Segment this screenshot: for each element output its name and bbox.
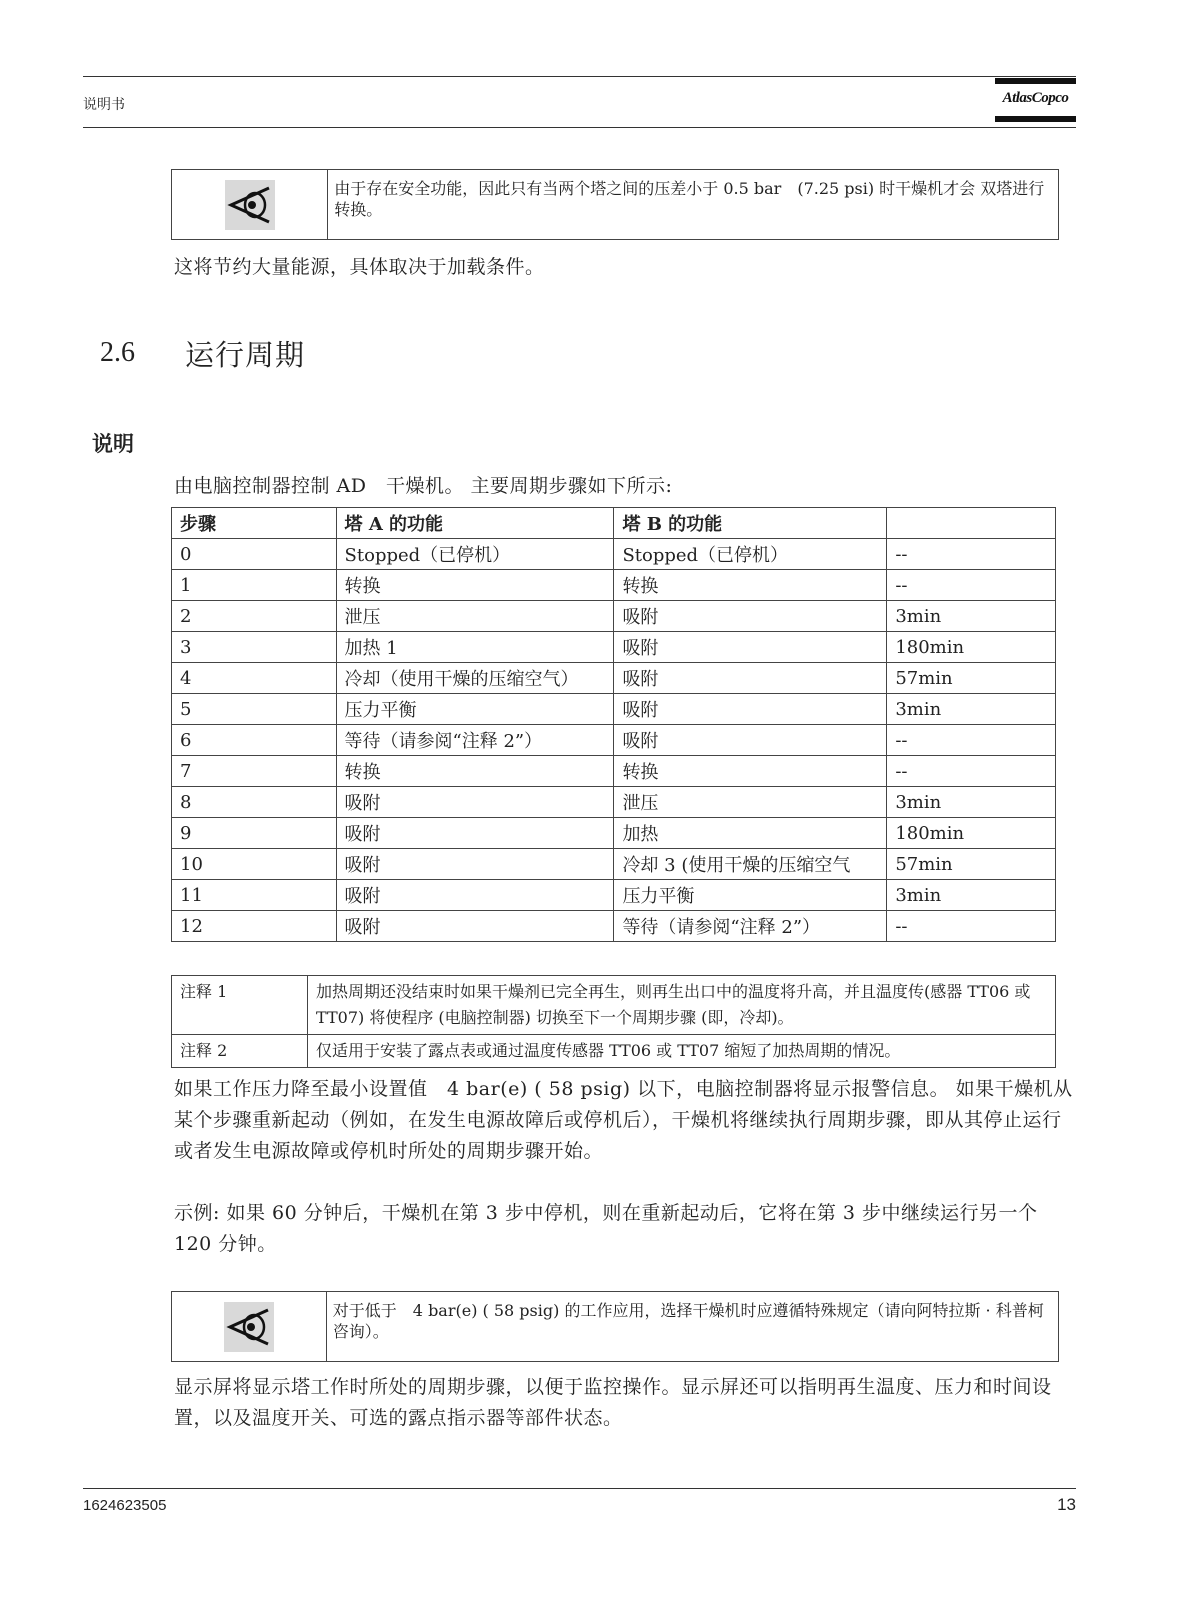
note-row bbox=[172, 1035, 1056, 1068]
table-cell: 吸附 bbox=[336, 880, 614, 911]
table-cell: 吸附 bbox=[614, 632, 887, 663]
logo-text: AtlasCopco bbox=[1002, 90, 1069, 106]
table-cell: 吸附 bbox=[336, 787, 614, 818]
table-cell: 3 bbox=[172, 632, 337, 663]
table-cell: -- bbox=[887, 570, 1056, 601]
table-cell: 吸附 bbox=[614, 725, 887, 756]
table-cell: 吸附 bbox=[336, 849, 614, 880]
notes-table bbox=[171, 975, 1056, 1068]
note-label: 注释 1 bbox=[172, 976, 308, 1035]
table-cell: 1 bbox=[172, 570, 337, 601]
table-cell: 2 bbox=[172, 601, 337, 632]
table-cell: 泄压 bbox=[614, 787, 887, 818]
table-cell: 10 bbox=[172, 849, 337, 880]
intro-paragraph: 由电脑控制器控制 AD 干燥机。 主要周期步骤如下所示: bbox=[174, 475, 673, 497]
section-number: 2.6 bbox=[100, 337, 135, 368]
table-cell: 9 bbox=[172, 818, 337, 849]
table-cell: 57min bbox=[887, 663, 1056, 694]
table-row bbox=[172, 694, 1056, 725]
table-cell: 冷却 3 (使用干燥的压缩空气 bbox=[614, 849, 887, 880]
table-row bbox=[172, 756, 1056, 787]
footer-page-number: 13 bbox=[1057, 1495, 1076, 1514]
table-row bbox=[172, 818, 1056, 849]
table-cell: 8 bbox=[172, 787, 337, 818]
subheading: 说明 bbox=[92, 431, 134, 456]
table-cell: 57min bbox=[887, 849, 1056, 880]
table-cell: 转换 bbox=[614, 570, 887, 601]
display-paragraph: 显示屏将显示塔工作时所处的周期步骤，以便于监控操作。显示屏还可以指明再生温度、压力和时间设置，以及温度开关、可选的露点指示器等部件状态。 bbox=[174, 1376, 1052, 1429]
table-header-cell: 塔 B 的功能 bbox=[614, 508, 887, 539]
table-cell: 4 bbox=[172, 663, 337, 694]
table-row bbox=[172, 632, 1056, 663]
table-cell: Stopped（已停机） bbox=[336, 539, 614, 570]
table-cell: 3min bbox=[887, 880, 1056, 911]
table-cell: 12 bbox=[172, 911, 337, 942]
table-cell: 压力平衡 bbox=[614, 880, 887, 911]
table-row bbox=[172, 725, 1056, 756]
table-cell: 7 bbox=[172, 756, 337, 787]
example-paragraph: 示例: 如果 60 分钟后，干燥机在第 3 步中停机，则在重新起动后，它将在第 3 步中继续运行另一个 120 分钟。 bbox=[174, 1202, 1038, 1255]
table-cell: -- bbox=[887, 725, 1056, 756]
header-rule-bottom bbox=[83, 127, 1076, 128]
table-cell: Stopped（已停机） bbox=[614, 539, 887, 570]
notice-text: 由于存在安全功能，因此只有当两个塔之间的压差小于 0.5 bar (7.25 psi) 时干燥机才会 双塔进行转换。 bbox=[334, 179, 1045, 219]
cycle-steps-table bbox=[171, 507, 1056, 942]
section-title: 运行周期 bbox=[185, 338, 306, 372]
note-row bbox=[172, 976, 1056, 1035]
table-row bbox=[172, 570, 1056, 601]
table-row bbox=[172, 911, 1056, 942]
pressure-paragraph: 如果工作压力降至最小设置值 4 bar(e) ( 58 psig) 以下，电脑控制器将显示报警信息。 如果干燥机从某个步骤重新起动（例如，在发生电源故障后或停机后），干燥机将继续执行周期步骤，即从其停止运行或者发生电源故障或停机时所处的周期步骤开始。 bbox=[174, 1078, 1073, 1162]
table-cell: 吸附 bbox=[336, 911, 614, 942]
table-cell: 0 bbox=[172, 539, 337, 570]
table-cell: 等待（请参阅“注释 2”） bbox=[614, 911, 887, 942]
table-cell: 压力平衡 bbox=[336, 694, 614, 725]
table-cell: 180min bbox=[887, 818, 1056, 849]
table-header-cell: 步骤 bbox=[172, 508, 337, 539]
logo-bar-bottom bbox=[995, 116, 1076, 122]
notice-icon-cell bbox=[172, 1292, 327, 1361]
table-cell: 等待（请参阅“注释 2”） bbox=[336, 725, 614, 756]
table-row bbox=[172, 849, 1056, 880]
eye-warning-icon bbox=[224, 1302, 274, 1352]
table-cell: 加热 1 bbox=[336, 632, 614, 663]
table-row bbox=[172, 539, 1056, 570]
table-cell: 180min bbox=[887, 632, 1056, 663]
table-cell: 11 bbox=[172, 880, 337, 911]
table-row bbox=[172, 787, 1056, 818]
table-cell: 吸附 bbox=[614, 601, 887, 632]
note-text: 加热周期还没结束时如果干燥剂已完全再生，则再生出口中的温度将升高，并且温度传(感器 TT06 或 TT07) 将使程序 (电脑控制器) 切换至下一个周期步骤 (即，冷却)。 bbox=[308, 976, 1056, 1035]
table-row bbox=[172, 601, 1056, 632]
table-cell: 转换 bbox=[336, 756, 614, 787]
table-cell: 冷却（使用干燥的压缩空气） bbox=[336, 663, 614, 694]
table-cell: 吸附 bbox=[614, 694, 887, 725]
table-body bbox=[172, 539, 1056, 942]
pressure-notice-box bbox=[171, 1291, 1059, 1362]
table-cell: -- bbox=[887, 756, 1056, 787]
header-title: 说明书 bbox=[83, 97, 125, 113]
table-header-cell bbox=[887, 508, 1056, 539]
eye-warning-icon bbox=[225, 180, 275, 230]
table-cell: 3min bbox=[887, 601, 1056, 632]
table-cell: -- bbox=[887, 539, 1056, 570]
table-cell: 转换 bbox=[614, 756, 887, 787]
notice-text: 对于低于 4 bar(e) ( 58 psig) 的工作应用，选择干燥机时应遵循特殊规定（请向阿特拉斯 · 科普柯咨询）。 bbox=[332, 1301, 1044, 1341]
table-cell: -- bbox=[887, 911, 1056, 942]
table-cell: 5 bbox=[172, 694, 337, 725]
table-cell: 泄压 bbox=[336, 601, 614, 632]
header-rule-top bbox=[83, 76, 1076, 77]
table-cell: 吸附 bbox=[614, 663, 887, 694]
table-cell: 6 bbox=[172, 725, 337, 756]
energy-paragraph: 这将节约大量能源，具体取决于加载条件。 bbox=[174, 256, 545, 278]
logo-bar-top bbox=[995, 78, 1076, 84]
safety-notice-box bbox=[171, 169, 1059, 240]
table-row bbox=[172, 880, 1056, 911]
note-text: 仅适用于安装了露点表或通过温度传感器 TT06 或 TT07 缩短了加热周期的情况。 bbox=[308, 1035, 1056, 1068]
table-cell: 3min bbox=[887, 694, 1056, 725]
table-cell: 3min bbox=[887, 787, 1056, 818]
note-label: 注释 2 bbox=[172, 1035, 308, 1068]
table-header-row bbox=[172, 508, 1056, 539]
notice-icon-cell bbox=[172, 170, 328, 239]
footer-rule bbox=[83, 1488, 1076, 1489]
footer-doc-number: 1624623505 bbox=[83, 1497, 167, 1514]
atlas-copco-logo bbox=[995, 78, 1076, 124]
table-cell: 加热 bbox=[614, 818, 887, 849]
table-row bbox=[172, 663, 1056, 694]
table-header-cell: 塔 A 的功能 bbox=[336, 508, 614, 539]
table-cell: 吸附 bbox=[336, 818, 614, 849]
table-cell: 转换 bbox=[336, 570, 614, 601]
